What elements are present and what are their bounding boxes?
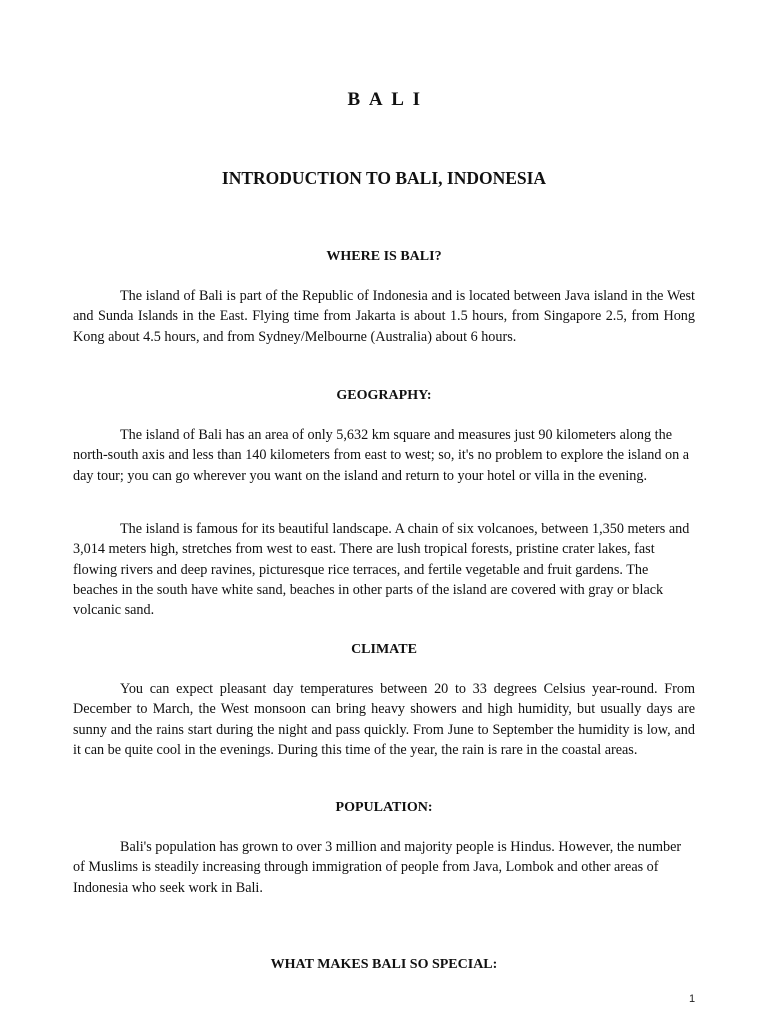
heading-where-is-bali: WHERE IS BALI? [326,249,442,264]
heading-climate: CLIMATE [351,642,417,657]
paragraph-geography-1: The island of Bali has an area of only 5,632 km square and measures just 90 kilometers along the north-south axis and less than 140 kilometers from east to west; so, it's no problem to explore the island on a day tour; you can go wherever you want on the island and return to your hotel or villa in the evening. [73,427,690,484]
paragraph-population: Bali's population has grown to over 3 million and majority people is Hindus. However, the number of Muslims is steadily increasing through immigration of people from Java, Lombok and other areas of Indonesia who seek work in Bali. [73,839,682,896]
document-title: B A L I [347,89,421,110]
page-number: 1 [688,993,696,1005]
paragraph-climate: You can expect pleasant day temperatures between 20 to 33 degrees Celsius year-round. From December to March, the West monsoon can bring heavy showers and high humidity, but usually days are sunny and the rains start during the night and pass quickly. From June to September the humidity is low, and it can be quite cool in the evenings. During this time of the year, the rain is rare in the coastal areas. [73,681,695,758]
heading-population: POPULATION: [335,800,433,815]
paragraph-geography-2: The island is famous for its beautiful landscape. A chain of six volcanoes, between 1,350 meters and 3,014 meters high, stretches from west to east. There are lush tropical forests, pristine crater lakes, fast flowing rivers and deep ravines, picturesque rice terraces, and fertile vegetable and fruit gardens. The beaches in the south have white sand, beaches in other parts of the island are covered with gray or black volcanic sand. [73,521,690,619]
heading-geography: GEOGRAPHY: [336,388,432,403]
paragraph-where-is-bali: The island of Bali is part of the Republic of Indonesia and is located between Java island in the West and Sunda Islands in the East. Flying time from Jakarta is about 1.5 hours, from Singapore 2.5, from Hong Kong about 4.5 hours, and from Sydney/Melbourne (Australia) about 6 hours. [73,288,695,345]
document-subtitle: INTRODUCTION TO BALI, INDONESIA [221,168,547,188]
heading-what-makes-bali-special: WHAT MAKES BALI SO SPECIAL: [270,957,498,972]
